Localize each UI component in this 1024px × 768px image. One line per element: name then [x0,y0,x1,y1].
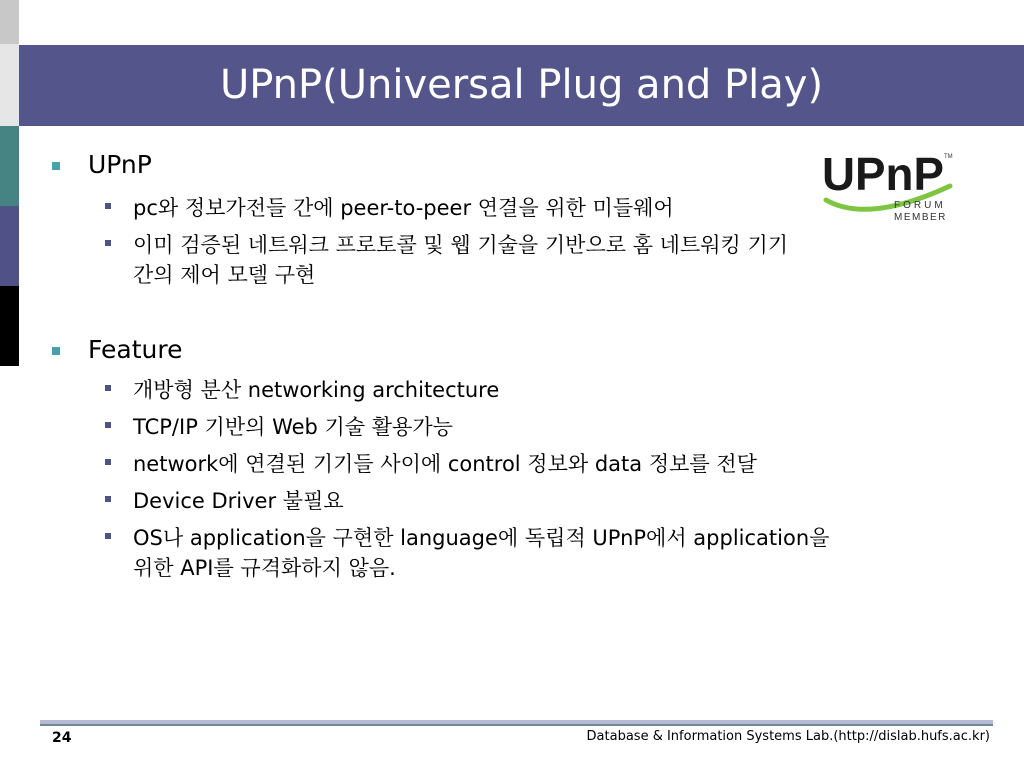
section-heading-feature: Feature [88,335,183,364]
bullet-square [52,347,60,355]
list-item: OS나 application을 구현한 language에 독립적 UPnP에서 application을 [133,526,830,550]
footer-lab-credit: Database & Information Systems Lab.(http://dislab.hufs.ac.kr) [586,729,990,744]
list-item: 이미 검증된 네트워크 프로토콜 및 웹 기술을 기반으로 홈 네트워킹 기기 [133,233,789,257]
slide-title: UPnP(Universal Plug and Play) [219,62,824,108]
logo-forum-text: FORUM [894,200,946,211]
logo-member-text: MEMBER [894,212,947,223]
sub-bullet-square [105,459,111,465]
sub-bullet-square [105,533,111,539]
sub-bullet-square [105,240,111,246]
list-item: network에 연결된 기기들 사이에 control 정보와 data 정보를 전달 [133,452,757,476]
sub-bullet-square [105,422,111,428]
logo-trademark: TM [944,154,953,160]
logo-wordmark: UPnP [822,148,944,200]
page-number: 24 [52,730,72,746]
list-item: Device Driver 불필요 [133,489,344,513]
list-item-continuation: 간의 제어 모델 구현 [133,263,316,287]
section-heading-upnp: UPnP [88,150,152,179]
sub-bullet-square [105,496,111,502]
list-item: TCP/IP 기반의 Web 기술 활용가능 [133,415,453,439]
sub-bullet-square [105,203,111,209]
footer-divider-accent [40,724,993,726]
bullet-square [52,162,60,170]
list-item-continuation: 위한 API를 규격화하지 않음. [133,556,396,580]
list-item: pc와 정보가전들 간에 peer-to-peer 연결을 위한 미들웨어 [133,196,674,220]
list-item: 개방형 분산 networking architecture [133,378,500,402]
sub-bullet-square [105,385,111,391]
upnp-forum-member-logo [818,146,958,226]
